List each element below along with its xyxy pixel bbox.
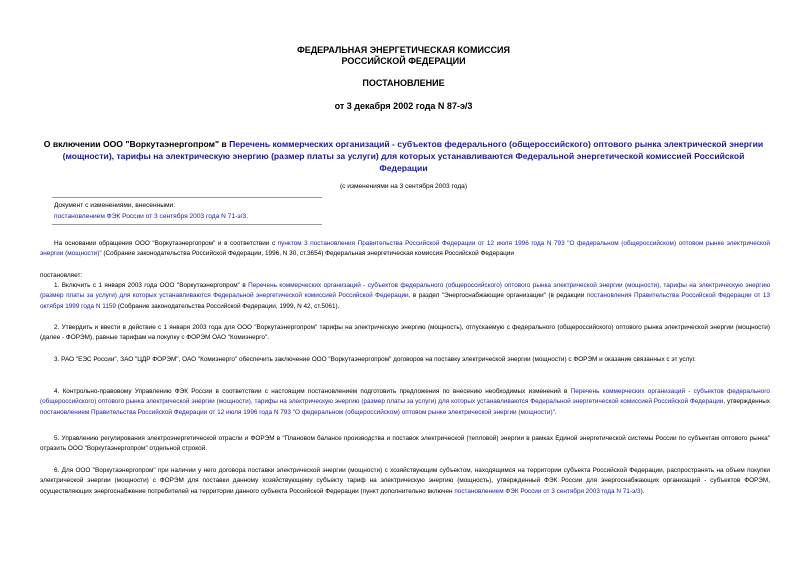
paragraph-1 xyxy=(40,281,770,312)
issuer-header xyxy=(0,45,807,67)
paragraph-3 xyxy=(40,355,770,365)
p4-link-1[interactable]: Перечень коммерческих организаций - субъектов федерального (общероссийского) оптового рынка электрической энергии (мощности), тарифы на электрическую энергию (размер платы за услуги) для которых устанавливаются Федеральной энергетической комиссией Российской Федерации xyxy=(40,388,770,406)
document-title xyxy=(40,138,767,174)
p1-text-1: 1. Включить с 1 января 2003 года ООО "Воркутаэнергопром" в xyxy=(54,282,249,289)
changes-link[interactable]: постановлением ФЭК России от 3 сентября 2003 года N 71-э/3 xyxy=(54,213,247,220)
p3-text: 3. РАО "ЕЭС России", ЗАО "ЦДР ФОРЭМ", ОАО "Комиэнерго" обеспечить заключение ООО "Воркутаэнергопром" договоров на поставку электрической энергии (мощности) с ФОРЭМ и оказание связанных с эт услуг. xyxy=(54,356,696,363)
p4-text-1: 4. Контрольно-правовому Управлению ФЭК России в соответствии с настоящим постановлением подготовить предложения по внесению необходимых изменений в xyxy=(54,388,571,395)
p4-text-2: , утвержденных xyxy=(723,398,771,406)
p1-link-1[interactable]: Перечень коммерческих организаций - субъектов федерального (общероссийского) оптового рынка электрической энергии (мощности), тарифы на электрическую энергию (размер платы за услуги) для которых устанавливаются Федеральной энергетической комиссией Российской Федерации xyxy=(40,282,770,300)
document-date: от 3 декабря 2002 года N 87-э/3 xyxy=(334,101,473,111)
title-link[interactable]: Перечень коммерческих организаций - субъектов федерального (общероссийского) оптового рынка электрической энергии (мощности), тарифы на электрическую энергию (размер платы за услуги) для которых устанавливаются Федеральной энергетической комиссией Российской Федерации xyxy=(62,139,764,173)
para0-text-1: На основании обращения ООО "Воркутаэнергопром" и в соответствии с xyxy=(54,240,278,247)
paragraph-2 xyxy=(40,323,770,344)
paragraph-5 xyxy=(40,434,770,455)
p6-text-1: 6. Для ООО "Воркутаэнергопром" при наличии у него договора поставки электрической энергии (мощности) с хозяйствующим субъектом, находящимся на территории субъекта Российской Федерации, распространять на объем покупки электрической энергии (мощности) с ФОРЭМ для поставки данному хозяйствующему субъекту тариф на электрическую энергию (мощность), утвержденный ФЭК России для энергоснабжающих организаций - субъектов ФОРЭМ, осуществляющих энергоснабжение потребителей на территории данного субъекта Российской Федерации (пункт дополнительно включен xyxy=(40,467,770,495)
divider-top xyxy=(52,197,322,198)
divider-bottom xyxy=(52,224,322,225)
issuer-line-2: РОССИЙСКОЙ ФЕДЕРАЦИИ xyxy=(341,56,466,66)
p5-text: 5. Управлению регулирования электроэнергетической отрасли и ФОРЭМ в "Плановом балансе производства и поставок электрической (тепловой) энергии в рамках Единой энергетической системы России по субъектам оптового рынка" отразить ООО "Воркутаэнергопром" отдельной строкой. xyxy=(40,435,770,453)
document-type: ПОСТАНОВЛЕНИЕ xyxy=(362,78,445,88)
p6-text-2: ). xyxy=(640,487,645,495)
p6-link-1[interactable]: постановлением ФЭК России от 3 сентября 2003 года N 71-э/3 xyxy=(454,487,641,495)
para0-text-2: (Собрание законодательства Российской Федерации, 1996, N 30, ст.3654) Федеральная энергетическая комиссия Российской Федерации xyxy=(101,250,514,258)
title-prefix: О включении ООО "Воркутаэнергопром" в xyxy=(43,139,230,149)
p1-link-2[interactable]: постановления Правительства Российской Федерации от 13 октября 1999 года N 1159 xyxy=(40,292,771,310)
para0-link-1[interactable]: пунктом 3 постановления Правительства Российской Федерации от 12 июля 1996 года N 793 "О федеральном (общероссийском) оптовом рынке электрической энергии (мощности)" xyxy=(40,240,770,258)
p1-text-3: (Собрание законодательства Российской Федерации, 1999, N 42, ст.5061). xyxy=(115,302,340,310)
paragraph-6 xyxy=(40,466,770,497)
changes-label: Документ с изменениями, внесенными: xyxy=(54,202,176,209)
revision-note: (с изменениями на 3 сентября 2003 года) xyxy=(339,183,468,190)
p4-text-3: . xyxy=(554,408,557,416)
p2-text: 2. Утвердить и ввести в действие с 1 января 2003 года для ООО "Воркутаэнергопром" тарифы на электрическую энергию (мощность), отпускаемую с федерального (общероссийского) оптового рынка электрической энергии (мощности) (далее - ФОРЭМ), равные тарифам на покупку с ФОРЭМ ОАО "Комиэнерго". xyxy=(40,324,770,342)
p4-link-2[interactable]: постановлением Правительства Российской Федерации от 12 июля 1996 года N 793 "О федеральном (общероссийском) оптовом рынке электрической энергии (мощности)" xyxy=(40,408,555,416)
decree-word: постановляет: xyxy=(40,272,83,279)
period: . xyxy=(246,213,248,220)
paragraph-basis xyxy=(40,239,770,260)
changes-block xyxy=(54,200,248,222)
paragraph-4 xyxy=(40,387,770,418)
issuer-line-1: ФЕДЕРАЛЬНАЯ ЭНЕРГЕТИЧЕСКАЯ КОМИССИЯ xyxy=(297,45,510,55)
p1-text-2: , в раздел "Энергоснабжающие организации" (в редакции xyxy=(408,292,587,300)
